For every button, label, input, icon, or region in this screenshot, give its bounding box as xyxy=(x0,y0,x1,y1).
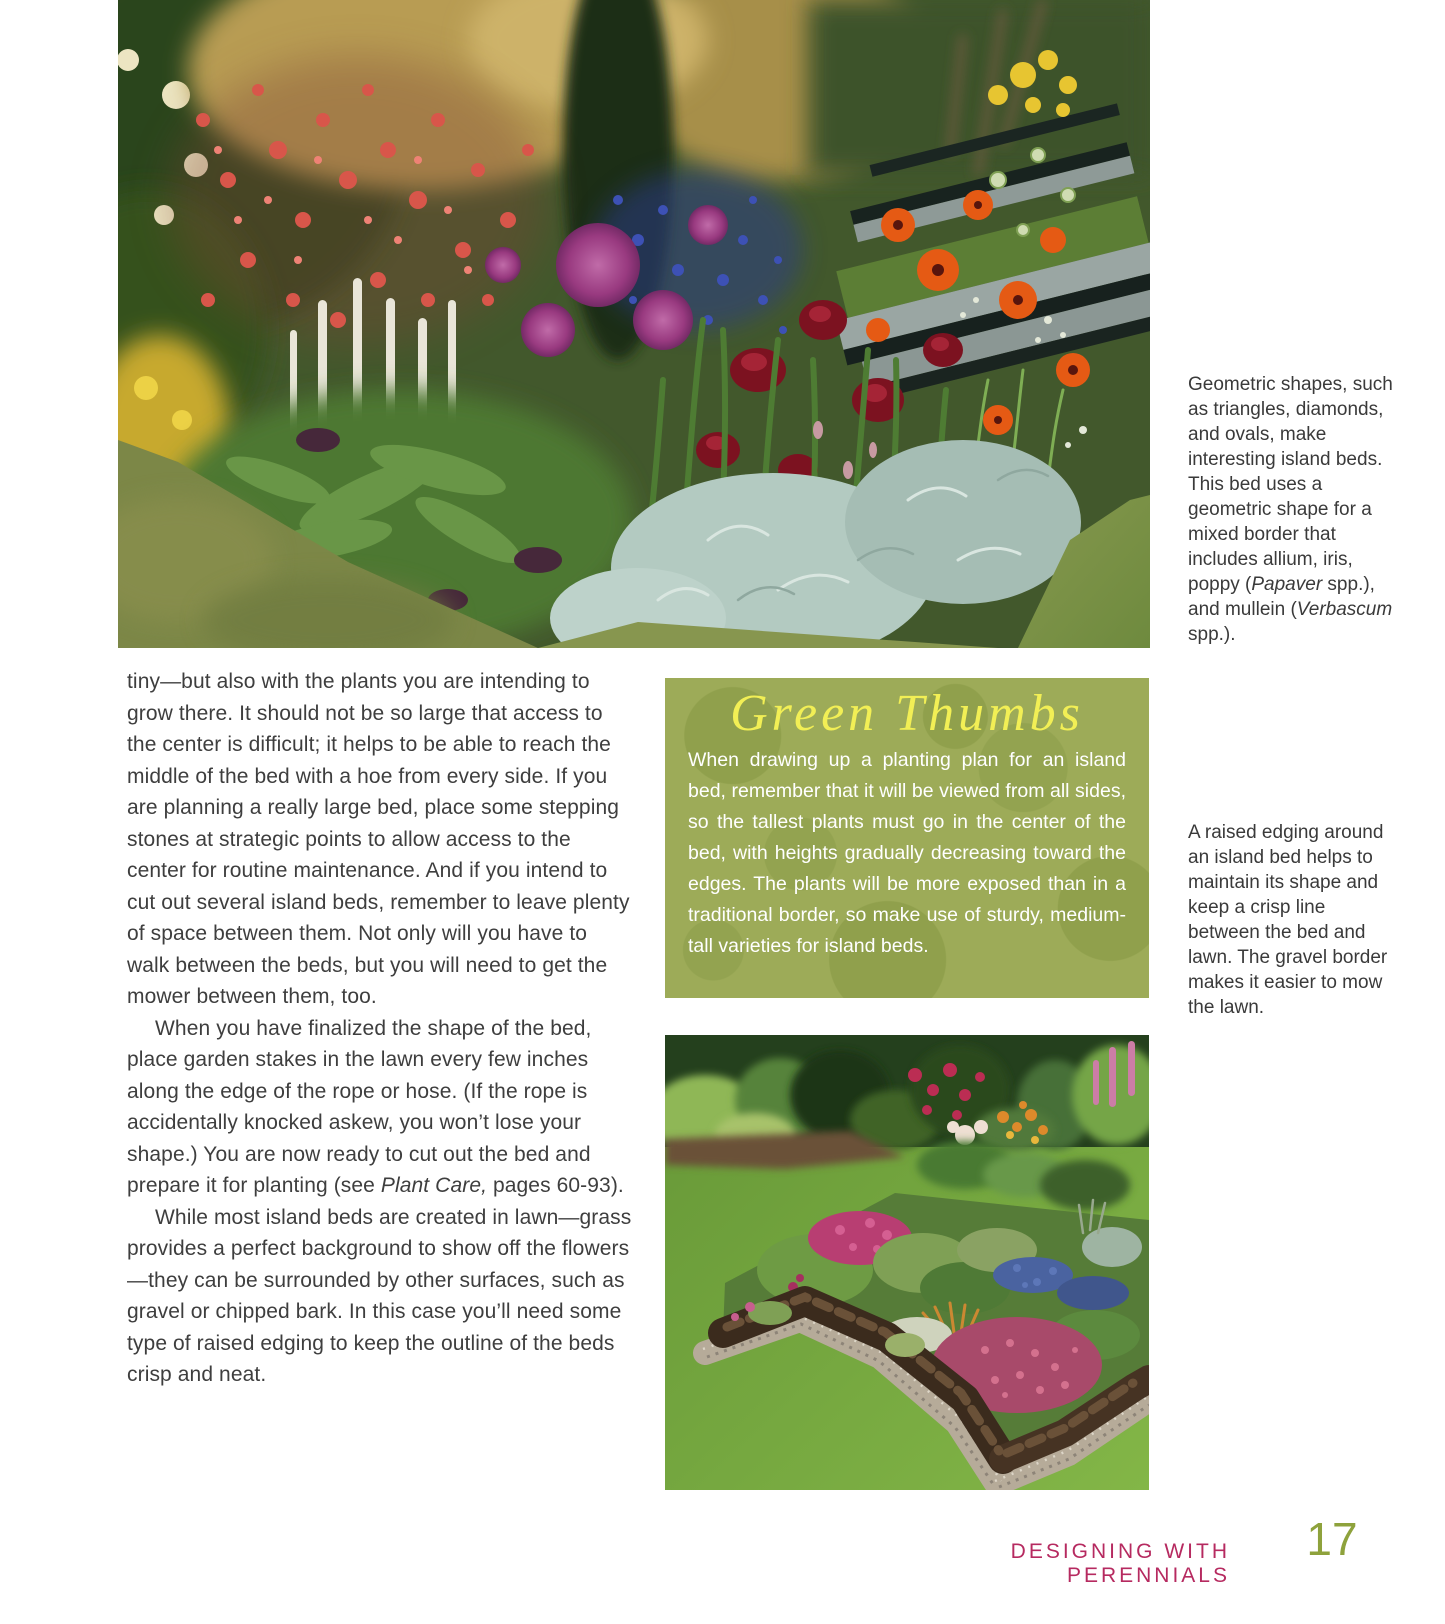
paragraph-text: pages 60-93). xyxy=(487,1174,624,1197)
green-thumbs-callout-box xyxy=(665,678,1149,998)
section-title: DESIGNING WITH PERENNIALS xyxy=(1010,1540,1230,1587)
body-text-column xyxy=(127,666,632,1391)
top-photo-image xyxy=(118,0,1150,648)
bottom-photo-caption: A raised edging around an island bed helps to maintain its shape and keep a crisp line between the bed and lawn. The gravel border makes it easier to mow the lawn. xyxy=(1188,822,1388,1018)
paragraph-text: When you have finalized the shape of the bed, place garden stakes in the lawn every few inches along the edge of the rope or hose. (If the rope is accidentally knocked askew, you won’t lose your shape.) You are now ready to cut out the bed and prepare it for planting (see xyxy=(127,1016,592,1197)
bottom-photo-raised-edging xyxy=(665,1035,1149,1490)
cross-reference-plant-care: Plant Care, xyxy=(380,1174,488,1197)
body-paragraph-1: tiny—but also with the plants you are intending to grow there. It should not be so large that access to the center is difficult; it helps to be able to reach the middle of the bed with a hoe from every side. If you are planning a really large bed, place some stepping stones at strategic points to allow access to the center for routine maintenance. And if you intend to cut out several island beds, remember to leave plenty of space between them. Not only will you have to walk between the beds, but you will need to get the mower between them, too. xyxy=(127,670,630,1008)
green-thumbs-text: When drawing up a planting plan for an island bed, remember that it will be viewed from all sides, so the tallest plants must go in the center of the bed, with heights gradually decreasing toward the edges. The plants will be more exposed than in a traditional border, so make use of sturdy, medium-tall varieties for island beds. xyxy=(688,749,1126,957)
latin-name-papaver: Papaver xyxy=(1251,574,1323,595)
bottom-photo-image xyxy=(665,1035,1149,1490)
latin-name-verbascum: Verbascum xyxy=(1296,599,1393,620)
top-photo-island-bed xyxy=(118,0,1150,648)
caption-text: spp.), and mullein ( xyxy=(1188,574,1375,620)
green-thumbs-title: Green Thumbs xyxy=(730,685,1084,742)
page-number: 17 xyxy=(1306,1513,1358,1565)
caption-text: spp.). xyxy=(1188,624,1236,645)
body-paragraph-2 xyxy=(127,1013,632,1202)
top-photo-caption xyxy=(1188,372,1400,647)
body-paragraph-3: While most island beds are created in lawn—grass provides a perfect background to show off the flowers—they can be surrounded by other surfaces, such as gravel or chipped bark. In this case you’ll need some type of raised edging to keep the outline of the beds crisp and neat. xyxy=(127,1205,632,1386)
caption-text: Geometric shapes, such as triangles, diamonds, and ovals, make interesting island beds. This bed uses a geometric shape for a mixed border that includes allium, iris, poppy ( xyxy=(1188,374,1393,595)
